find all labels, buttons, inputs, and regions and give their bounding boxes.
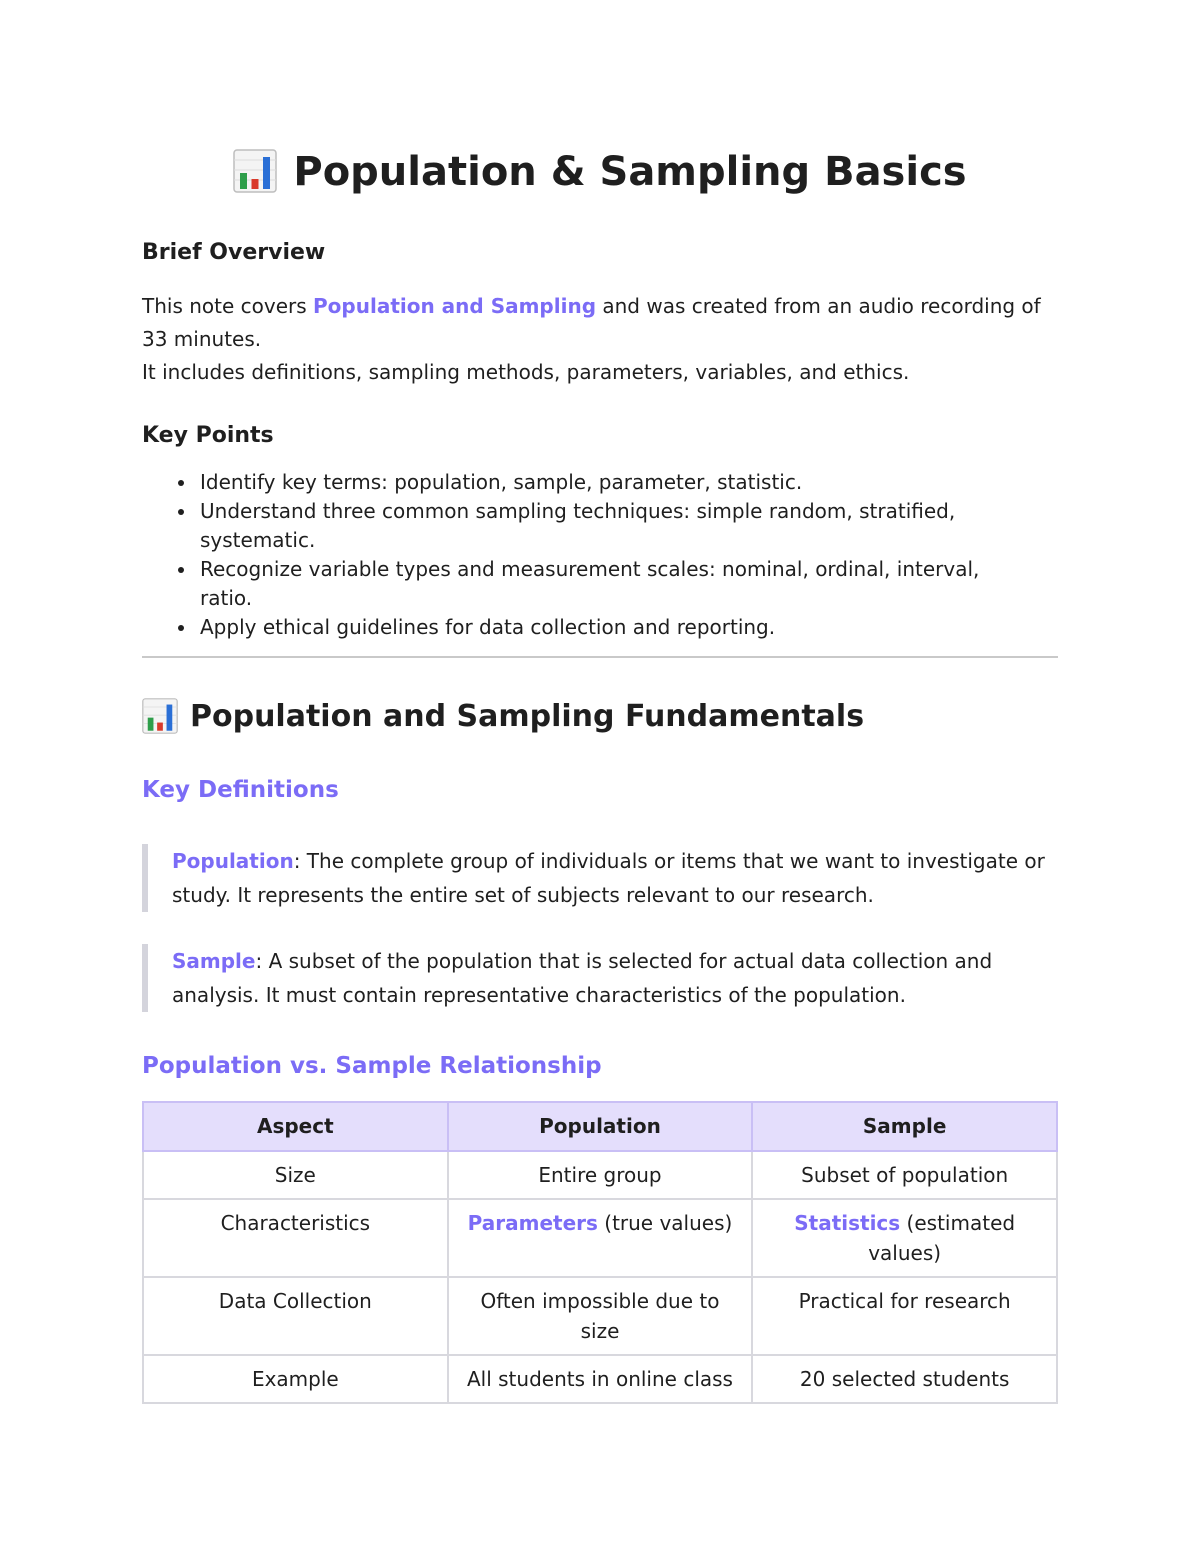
table-cell: Example [143,1355,448,1403]
table-cell: Practical for research [752,1277,1057,1355]
page-title-text: Population & Sampling Basics [293,149,967,195]
section-title [142,694,864,740]
list-item: Understand three common sampling techniques: simple random, stratified, systematic. [200,497,1058,555]
overview-line1-post: and was created from an audio recording of 33 minutes. [142,294,1041,351]
table-cell: Data Collection [143,1277,448,1355]
key-points-list [142,468,1058,642]
bar-chart-icon [233,149,277,193]
table-row [143,1277,1057,1355]
section-divider [142,656,1058,658]
table-cell: 20 selected students [752,1355,1057,1403]
table-cell: Subset of population [752,1151,1057,1199]
definitions-heading: Key Definitions [142,777,339,803]
list-item: Apply ethical guidelines for data collection and reporting. [200,613,1058,642]
parameters-note: (true values) [597,1211,733,1235]
definition-text: : The complete group of individuals or items that we want to investigate or study. It represents the entire set of subjects relevant to our research. [172,849,1045,907]
table-cell: Size [143,1151,448,1199]
list-item: Identify key terms: population, sample, parameter, statistic. [200,468,1058,497]
key-points-heading: Key Points [142,423,274,448]
definition-term: Sample [172,949,256,973]
overview-text [142,290,1058,389]
parameters-term: Parameters [467,1211,598,1235]
section-title-text: Population and Sampling Fundamentals [190,699,865,734]
definition-sample [142,944,1058,1012]
table-cell: Often impossible due to size [448,1277,753,1355]
table-row [143,1355,1057,1403]
table-header-row [143,1102,1057,1151]
overview-topic-highlight: Population and Sampling [313,294,597,318]
page-title [142,142,1058,202]
table-cell [448,1199,753,1277]
column-header: Sample [752,1102,1057,1151]
list-item: Recognize variable types and measurement scales: nominal, ordinal, interval, ratio. [200,555,1058,613]
table-cell: Characteristics [143,1199,448,1277]
table-cell: Entire group [448,1151,753,1199]
table-cell: All students in online class [448,1355,753,1403]
comparison-table [142,1101,1058,1404]
bar-chart-icon [142,698,178,734]
relationship-heading: Population vs. Sample Relationship [142,1053,602,1079]
statistics-term: Statistics [794,1211,901,1235]
column-header: Population [448,1102,753,1151]
table-cell [752,1199,1057,1277]
column-header: Aspect [143,1102,448,1151]
overview-heading: Brief Overview [142,240,326,265]
table-row [143,1151,1057,1199]
definition-term: Population [172,849,294,873]
statistics-note: (estimated values) [868,1211,1016,1265]
overview-line2: It includes definitions, sampling methods, parameters, variables, and ethics. [142,360,910,384]
table-row [143,1199,1057,1277]
definition-text: : A subset of the population that is selected for actual data collection and analysis. It must contain representative characteristics of the population. [172,949,993,1007]
definition-population [142,844,1058,912]
overview-line1-pre: This note covers [142,294,314,318]
